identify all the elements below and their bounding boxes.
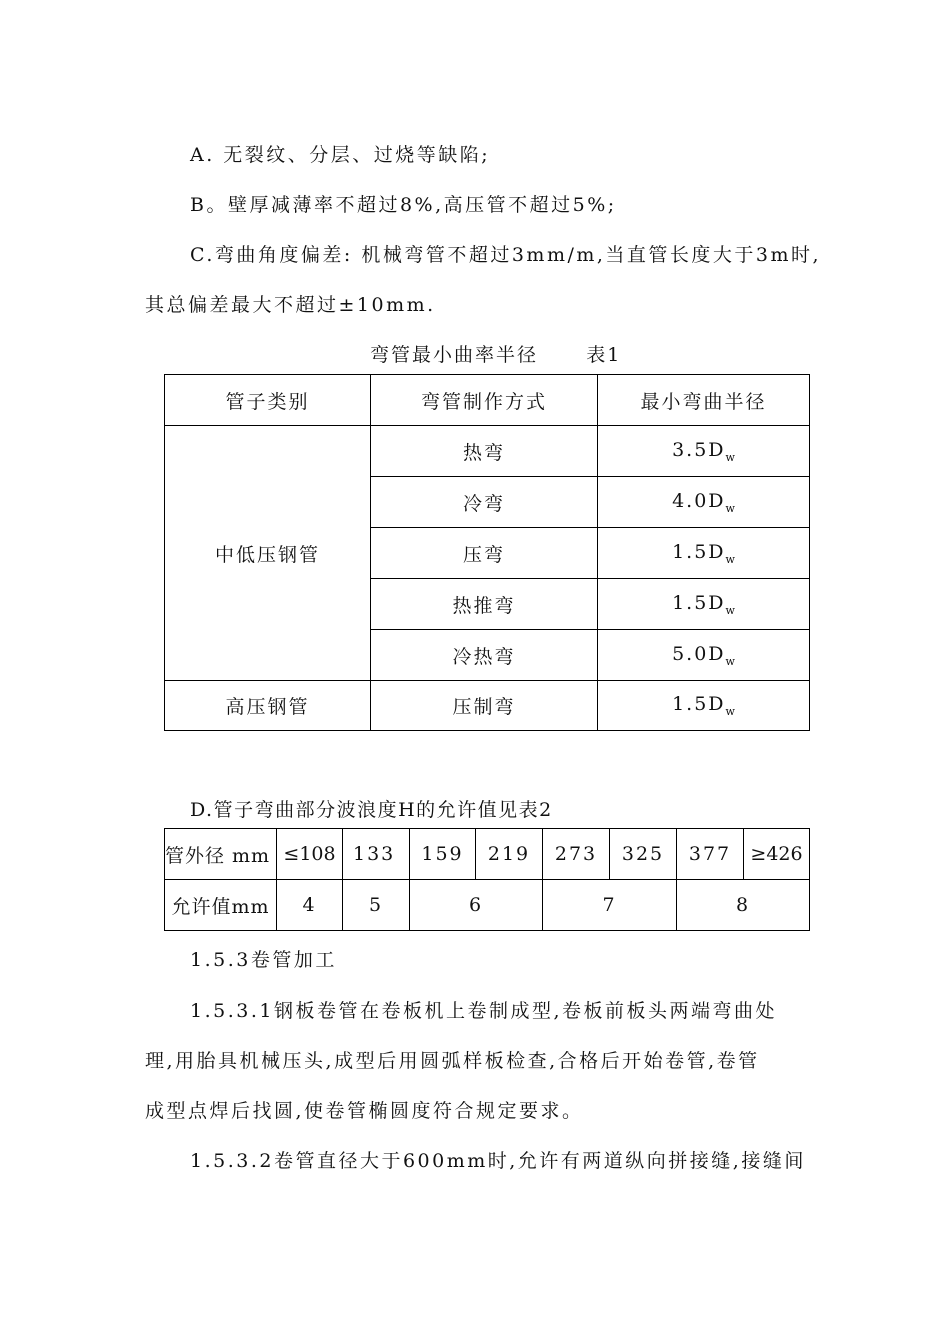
table-row — [165, 681, 810, 731]
bend-radius-table — [164, 374, 810, 731]
diameter-cell: 219 — [476, 829, 543, 880]
header-min-radius: 最小弯曲半径 — [598, 375, 810, 426]
radius-cell: $4.0D_w$ — [598, 477, 810, 528]
radius-cell: $1.5D_w$ — [598, 528, 810, 579]
allowed-value-cell: 4 — [277, 880, 343, 931]
bend-method-cell: 冷热弯 — [371, 630, 598, 681]
table-row — [165, 426, 810, 477]
paragraph-c-line1: C.弯曲角度偏差: 机械弯管不超过3mm/m,当直管长度大于3m时, — [190, 244, 822, 266]
outer-diameter-label: 管外径 mm — [165, 829, 277, 880]
paragraph-d: D.管子弯曲部分波浪度H的允许值见表2 — [190, 799, 553, 821]
category-medium-low-pressure: 中低压钢管 — [165, 426, 371, 681]
table1-header-row — [165, 375, 810, 426]
section-p1-line2: 理,用胎具机械压头,成型后用圆弧样板检查,合格后开始卷管,卷管 — [145, 1050, 760, 1072]
diameter-cell: 325 — [610, 829, 677, 880]
bend-method-cell: 冷弯 — [371, 477, 598, 528]
table1-caption: 弯管最小曲率半径 表1 — [370, 344, 622, 366]
diameter-cell: ≥426 — [744, 829, 810, 880]
section-p2-line1: 1.5.3.2卷管直径大于600mm时,允许有两道纵向拼接缝,接缝间 — [190, 1150, 806, 1172]
radius-cell: $1.5D_w$ — [598, 579, 810, 630]
allowed-value-row — [165, 880, 810, 931]
category-high-pressure: 高压钢管 — [165, 681, 371, 731]
diameter-row — [165, 829, 810, 880]
allowed-value-cell: 7 — [543, 880, 677, 931]
paragraph-b: B。壁厚减薄率不超过8%,高压管不超过5%; — [190, 194, 617, 216]
diameter-cell: 159 — [410, 829, 476, 880]
header-pipe-category: 管子类别 — [165, 375, 371, 426]
allowed-value-label: 允许值mm — [165, 880, 277, 931]
bend-method-cell: 热推弯 — [371, 579, 598, 630]
radius-cell: $1.5D_w$ — [598, 681, 810, 731]
bend-method-cell: 压弯 — [371, 528, 598, 579]
paragraph-c-line2: 其总偏差最大不超过±10mm. — [145, 294, 436, 316]
paragraph-a: A. 无裂纹、分层、过烧等缺陷; — [190, 144, 491, 166]
allowed-value-cell: 5 — [343, 880, 410, 931]
waviness-table — [164, 828, 810, 931]
radius-cell: $5.0D_w$ — [598, 630, 810, 681]
diameter-cell: 133 — [343, 829, 410, 880]
section-title: 1.5.3卷管加工 — [190, 949, 337, 971]
diameter-cell: 377 — [677, 829, 744, 880]
radius-cell: $3.5D_w$ — [598, 426, 810, 477]
bend-method-cell: 压制弯 — [371, 681, 598, 731]
allowed-value-cell: 8 — [677, 880, 810, 931]
section-p1-line1: 1.5.3.1钢板卷管在卷板机上卷制成型,卷板前板头两端弯曲处 — [190, 1000, 778, 1022]
header-bend-method: 弯管制作方式 — [371, 375, 598, 426]
diameter-cell: 273 — [543, 829, 610, 880]
section-p1-line3: 成型点焊后找圆,使卷管椭圆度符合规定要求。 — [145, 1100, 584, 1122]
bend-method-cell: 热弯 — [371, 426, 598, 477]
allowed-value-cell: 6 — [410, 880, 543, 931]
diameter-cell: ≤108 — [277, 829, 343, 880]
